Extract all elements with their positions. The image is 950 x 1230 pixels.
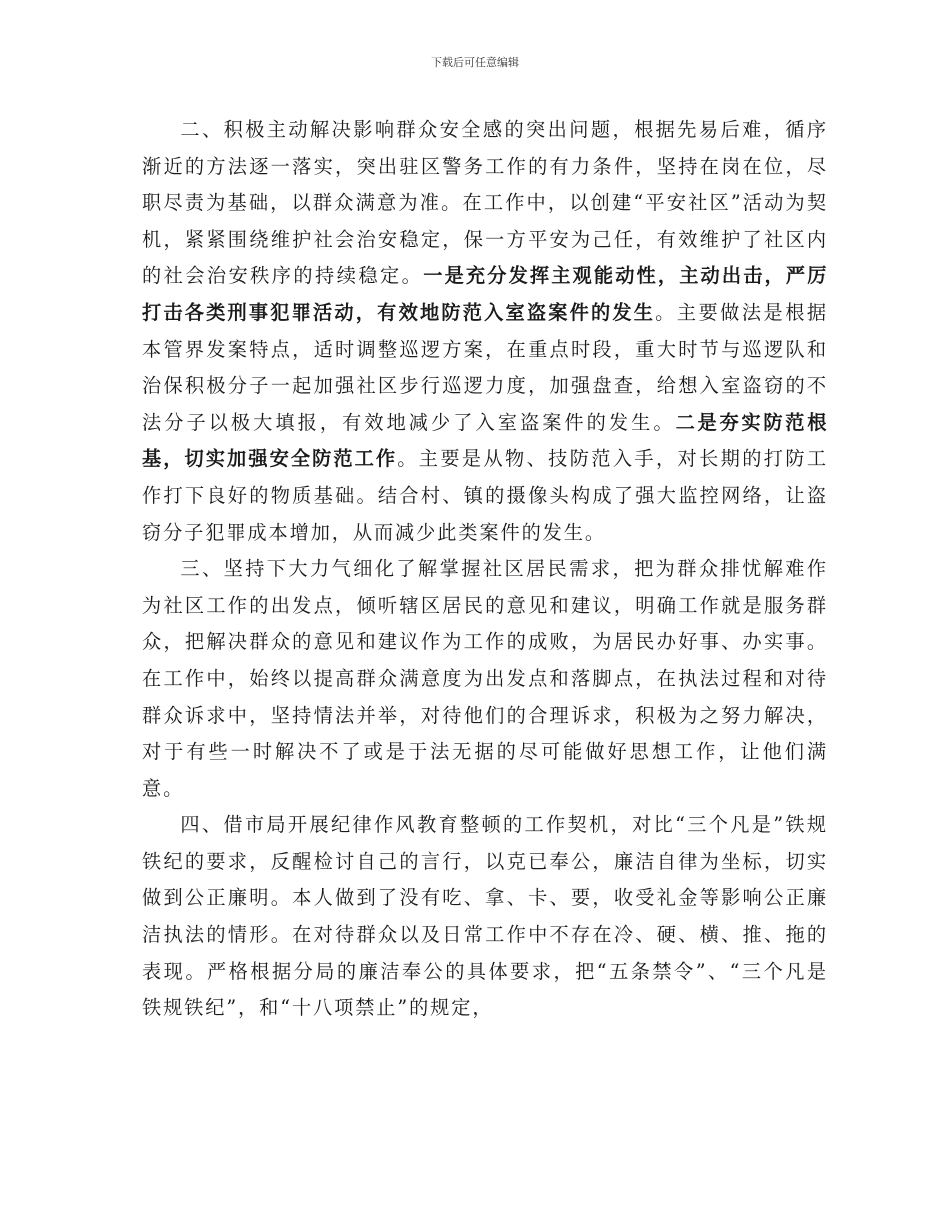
- paragraph-2-text-a: 二、积极主动解决影响群众安全感的突出问题，根据先易后难，循序渐近的方法逐一落实，突出驻区警务工作的有力条件，坚持在岗在位，尽职尽责为基础，以群众满意为准。在工作中，以创建“平安社区”活动为契机，紧紧围绕维护社会治安稳定，保一方平安为己任，有效维护了社区内的社会治安秩序的持续稳定。: [142, 118, 828, 288]
- paragraph-2-bold-point-2: 二是夯实防范根基，切实加强安全防范工作: [142, 410, 828, 471]
- paragraph-2-text-e: 。主要是从物、技防范入手，对长期的打防工作打下良好的物质基础。结合村、镇的摄像头构成了强大监控网络，让盗窃分子犯罪成本增加，从而减少此类案件的发生。: [142, 447, 829, 544]
- page-header: 下载后可任意编辑: [431, 56, 519, 69]
- document-body: [142, 112, 828, 1027]
- paragraph-2-bold-point-1: 一是充分发挥主观能动性，主动出击，严厉打击各类刑事犯罪活动，有效地防范入室盗案件的发生: [142, 264, 829, 324]
- paragraph-2-text-c: 。主要做法是根据本管界发案特点，适时调整巡逻方案，在重点时段，重大时节与巡逻队和治保积极分子一起加强社区步行巡逻力度，加强盘查，给想入室盗窃的不法分子以极大填报，有效地减少了入室盗案件的发生。: [142, 300, 828, 434]
- paragraph-3: 三、坚持下大力气细化了解掌握社区居民需求，把为群众排忧解难作为社区工作的出发点，倾听辖区居民的意见和建议，明确工作就是服务群众，把解决群众的意见和建议作为工作的成败，为居民办好事、办实事。在工作中，始终以提高群众满意度为出发点和落脚点，在执法过程和对待群众诉求中，坚持情法并举，对待他们的合理诉求，积极为之努力解决，对于有些一时解决不了或是于法无据的尽可能做好思想工作，让他们满意。: [142, 557, 828, 800]
- paragraph-2: [142, 112, 828, 551]
- paragraph-4: 四、借市局开展纪律作风教育整顿的工作契机，对比“三个凡是”铁规铁纪的要求，反醒检讨自己的言行，以克已奉公，廉洁自律为坐标，切实做到公正廉明。本人做到了没有吃、拿、卡、要，收受礼金等影响公正廉洁执法的情形。在对待群众以及日常工作中不存在冷、硬、横、推、拖的表现。严格根据分局的廉洁奉公的具体要求，把“五条禁令”、“三个凡是铁规铁纪”，和“十八项禁止”的规定，: [142, 813, 828, 1020]
